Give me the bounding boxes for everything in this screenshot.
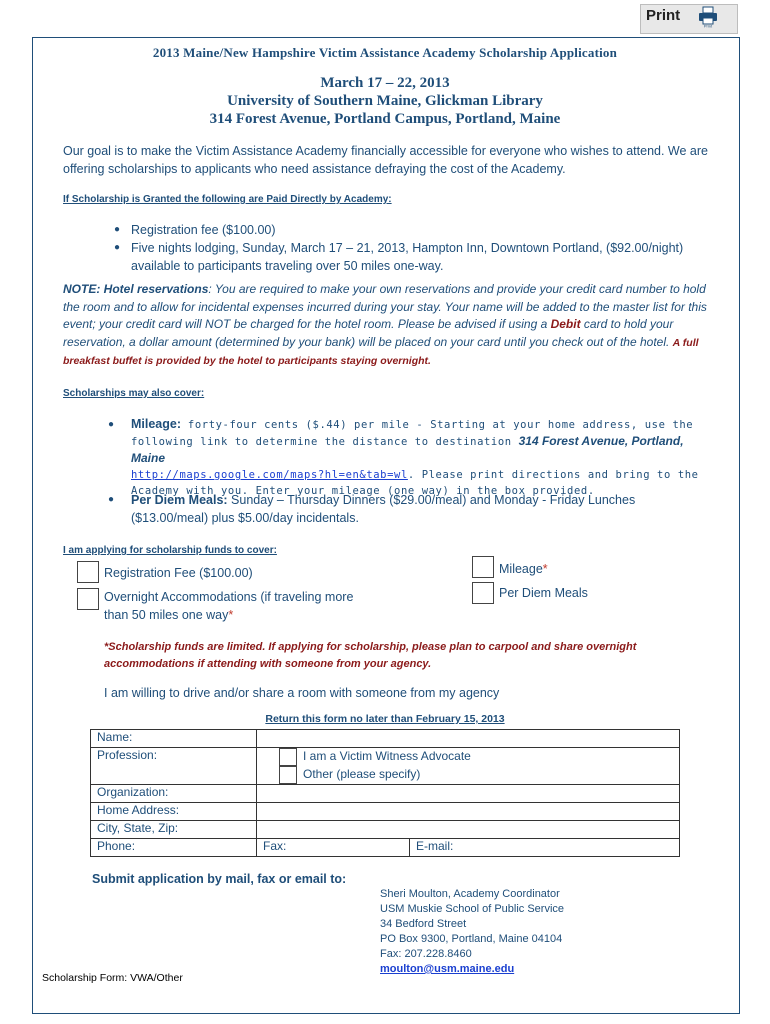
registration-checkbox[interactable] bbox=[77, 561, 99, 583]
required-asterisk: * bbox=[228, 608, 234, 622]
event-dates: March 17 – 22, 2013 bbox=[320, 75, 450, 91]
mileage-checkbox[interactable] bbox=[472, 556, 494, 578]
event-address: 314 Forest Avenue, Portland Campus, Portland, Maine bbox=[209, 111, 561, 127]
address-line: Sheri Moulton, Academy Coordinator bbox=[380, 888, 560, 900]
note-text-2: card to hold your reservation, a dollar amount (determined by your bank) will be placed on your card until you check out of the hotel. bbox=[63, 317, 674, 349]
hotel-note bbox=[63, 281, 713, 371]
svg-text:Print: Print bbox=[703, 23, 713, 28]
page-title: 2013 Maine/New Hampshire Victim Assistance Academy Scholarship Application bbox=[152, 45, 618, 60]
profession-options bbox=[257, 748, 680, 767]
per-diem-checkbox[interactable] bbox=[472, 582, 494, 604]
per-diem-option-label: Per Diem Meals bbox=[499, 586, 588, 600]
breakfast-note: A full breakfast buffet is provided by the hotel to participants staying overnight. bbox=[63, 336, 699, 367]
coordinator-address bbox=[380, 887, 564, 977]
coordinator-email-link[interactable]: moulton@usm.maine.edu bbox=[380, 963, 515, 975]
bullet-icon: ● bbox=[108, 419, 115, 430]
city-state-zip-field[interactable] bbox=[257, 821, 680, 839]
mileage-desc: forty-four cents ($.44) per mile - Starting at your home address, use the following link to determine the distance to destination bbox=[131, 419, 694, 448]
profession-label-spacer bbox=[91, 766, 257, 785]
address-line: USM Muskie School of Public Service bbox=[380, 903, 565, 915]
maps-link[interactable]: http://maps.google.com/maps?hl=en&tab=wl bbox=[131, 469, 408, 481]
bullet-icon: ● bbox=[114, 242, 121, 253]
name-label: Name: bbox=[91, 730, 257, 748]
advocate-label: I am a Victim Witness Advocate bbox=[303, 749, 471, 764]
form-footer: Scholarship Form: VWA/Other bbox=[42, 972, 183, 984]
per-diem-label: Per Diem Meals: bbox=[131, 493, 228, 507]
home-address-label: Home Address: bbox=[91, 803, 257, 821]
required-asterisk: * bbox=[542, 562, 548, 576]
mileage-desc-2: . Please print directions and bring to the Academy with you. Enter your mileage (one way) in the box provided. bbox=[131, 469, 699, 497]
name-field[interactable] bbox=[257, 730, 680, 748]
email-label: E-mail: bbox=[416, 839, 454, 853]
printer-icon[interactable] bbox=[698, 6, 718, 28]
event-venue: University of Southern Maine, Glickman Library bbox=[227, 93, 543, 109]
intro-text: Our goal is to make the Victim Assistance Academy financially accessible for everyone who wishes to attend. We are offering scholarships to applicants who need assistance defraying the cost of the Academy. bbox=[63, 144, 708, 176]
address-line: Fax: 207.228.8460 bbox=[380, 948, 472, 960]
note-text: : You are required to make your own reservations and provide your credit card number to hold the room and to allow for incidental expenses incurred during your stay. Your name will be added to the master list for this event; your credit card will NOT be charged for the hotel room. Please be advised if using a bbox=[63, 282, 707, 331]
registration-label: Registration Fee ($100.00) bbox=[104, 566, 253, 580]
willing-statement: I am willing to drive and/or share a room with someone from my agency bbox=[104, 686, 500, 700]
per-diem-desc: Sunday – Thursday Dinners ($29.00/meal) and Monday - Friday Lunches ($13.00/meal) plus $5.00/day incidentals. bbox=[131, 493, 636, 525]
return-deadline: Return this form no later than February 15, 2013 bbox=[265, 713, 505, 725]
mileage-option-text: Mileage bbox=[499, 562, 543, 576]
fax-label: Fax: bbox=[263, 839, 287, 853]
applying-heading: I am applying for scholarship funds to cover: bbox=[63, 545, 277, 556]
overnight-checkbox[interactable] bbox=[77, 588, 99, 610]
other-option bbox=[257, 766, 680, 785]
email-field[interactable] bbox=[410, 839, 680, 857]
mileage-option-label bbox=[499, 560, 548, 578]
home-address-field[interactable] bbox=[257, 803, 680, 821]
other-label: Other (please specify) bbox=[303, 767, 421, 782]
overnight-text: Overnight Accommodations (if traveling more than 50 miles one way bbox=[104, 590, 354, 622]
per-diem-text bbox=[131, 491, 691, 527]
profession-label: Profession: bbox=[91, 748, 257, 767]
address-line: 34 Bedford Street bbox=[380, 918, 467, 930]
paid-item-lodging: Five nights lodging, Sunday, March 17 – 21, 2013, Hampton Inn, Downtown Portland, ($92.00/night) available to participants traveling over 50 miles one-way. bbox=[131, 241, 684, 273]
organization-field[interactable] bbox=[257, 785, 680, 803]
city-state-zip-label: City, State, Zip: bbox=[91, 821, 257, 839]
debit-label: Debit bbox=[550, 317, 581, 331]
other-checkbox[interactable] bbox=[279, 766, 297, 784]
organization-label: Organization: bbox=[91, 785, 257, 803]
bullet-icon: ● bbox=[108, 494, 115, 505]
mileage-text bbox=[131, 416, 706, 499]
print-button[interactable]: Print bbox=[646, 7, 681, 24]
submit-heading: Submit application by mail, fax or email to: bbox=[92, 872, 347, 886]
fax-field[interactable] bbox=[257, 839, 410, 857]
bullet-icon: ● bbox=[114, 224, 121, 235]
advocate-checkbox[interactable] bbox=[279, 748, 297, 766]
applicant-form-table bbox=[90, 729, 680, 857]
address-line: PO Box 9300, Portland, Maine 04104 bbox=[380, 933, 563, 945]
note-label: NOTE: Hotel reservations bbox=[63, 282, 209, 296]
also-cover-heading: Scholarships may also cover: bbox=[63, 388, 205, 399]
limited-funds-note: *Scholarship funds are limited. If applying for scholarship, please plan to carpool and share overnight accommodations if attending with someone from your agency. bbox=[104, 641, 637, 670]
overnight-label bbox=[104, 588, 379, 624]
paid-item-registration: Registration fee ($100.00) bbox=[131, 223, 276, 237]
paid-heading: If Scholarship is Granted the following are Paid Directly by Academy: bbox=[63, 194, 392, 205]
mileage-label: Mileage: bbox=[131, 417, 182, 431]
mileage-destination: 314 Forest Avenue, Portland, Maine bbox=[131, 434, 684, 465]
phone-label: Phone: bbox=[91, 839, 257, 857]
